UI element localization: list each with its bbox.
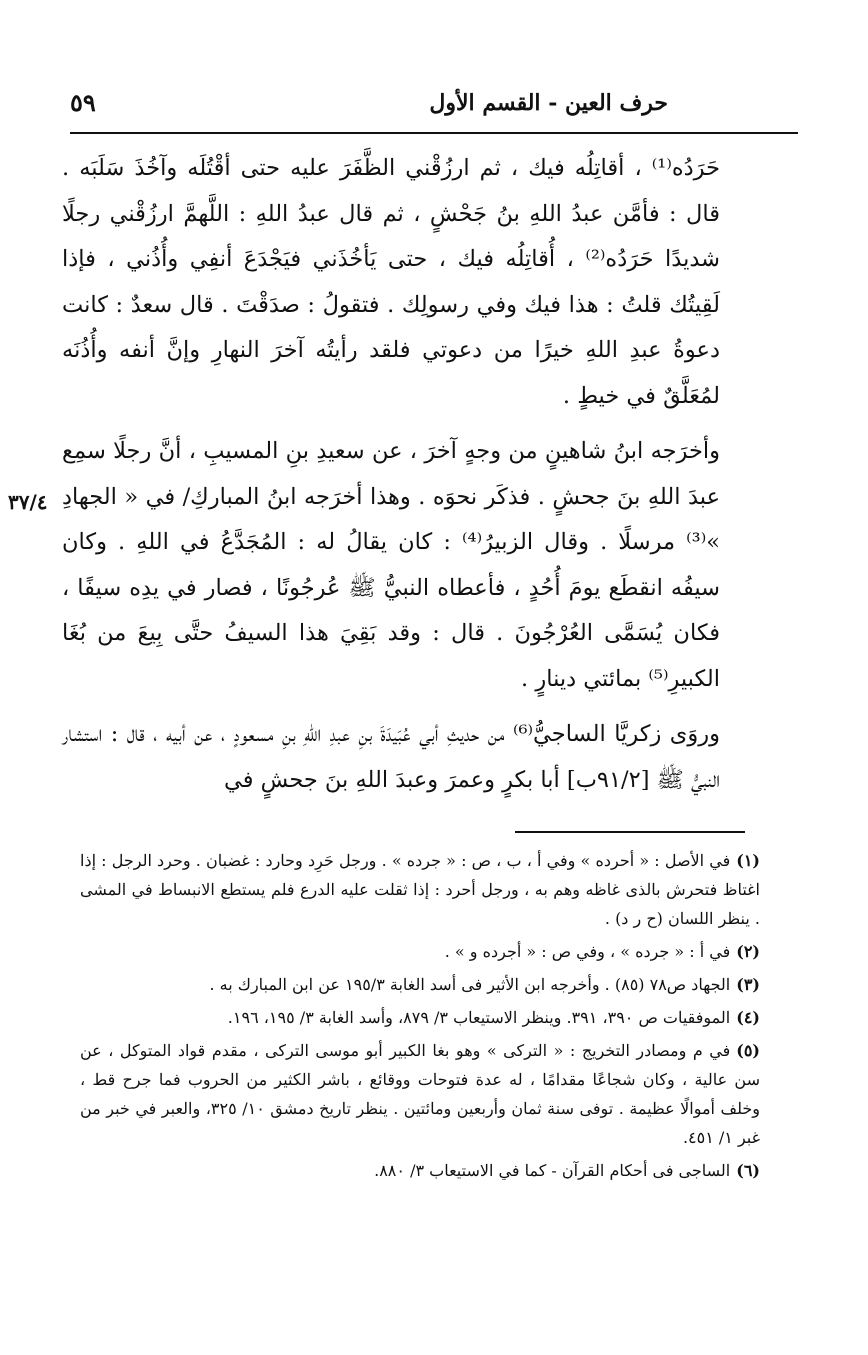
footnote-text: الجهاد ص٧٨ (٨٥) . وأخرجه ابن الأثير فى أسد الغابة ١٩٥/٣ عن ابن المبارك به . — [209, 975, 731, 994]
footnote-text: الساجى فى أحكام القرآن - كما في الاستيعاب ٣/ ٨٨٠. — [374, 1161, 731, 1180]
header-divider — [70, 132, 798, 134]
footnote-text: الموفقيات ص ٣٩٠، ٣٩١. وينظر الاستيعاب ٣/ ٨٧٩، وأسد الغابة ٣/ ١٩٥، ١٩٦. — [227, 1008, 731, 1027]
footnote-number: (٦) — [736, 1161, 760, 1180]
footnote-1 — [80, 846, 760, 933]
footnote-number: (٢) — [736, 942, 760, 961]
footnote-2 — [80, 937, 760, 966]
main-text — [62, 146, 720, 813]
footnote-5 — [80, 1036, 760, 1152]
footnote-3 — [80, 970, 760, 999]
footnote-text: في الأصل : « أحرده » وفي أ ، ب ، ص : « جرده » . ورجل حَرِد وحارد : غضبان . وحرد الرجل : إذا اغتاظ فتحرش بالذى غاظه وهم به ، ورجل أحرد : إذا ثقلت عليه الدرع فلم يستطع الانبساط في المشى . ينظر اللسان (ح ر د) . — [80, 851, 760, 928]
footnote-number: (٤) — [736, 1008, 760, 1027]
margin-reference: ٣٧/٤ — [8, 490, 48, 514]
paragraph-2: وأخرَجه ابنُ شاهينٍ من وجهٍ آخرَ ، عن سعيدِ بنِ المسيبِ ، أنَّ رجلًا سمِع عبدَ اللهِ بنَ جحشٍ . فذكَر نحوَه . وهذا أخرَجه ابنُ المباركِ/ في « الجهادِ »⁽³⁾ مرسلًا . وقال الزبيرُ⁽⁴⁾ : كان يقالُ له : المُجَدَّعُ في اللهِ . وكان سيفُه انقطَع يومَ أُحُدٍ ، فأعطاه النبيُّ ﷺ عُرجُونًا ، فصار في يدِه سيفًا ، فكان يُسَمَّى العُرْجُونَ . قال : وقد بَقِيَ هذا السيفُ حتَّى بِيعَ من بُغَا الكبيرِ⁽⁵⁾ بمائتي دينارٍ . — [62, 438, 720, 692]
footnote-divider — [515, 831, 745, 833]
footnote-text: في أ : « جرده » ، وفي ص : « أجرده و » . — [444, 942, 731, 961]
page-header — [70, 86, 798, 126]
footnotes — [80, 846, 760, 1189]
footnote-number: (٣) — [736, 975, 760, 994]
footnote-4 — [80, 1003, 760, 1032]
paragraph-1: حَرَدُه⁽¹⁾ ، أقاتِلُه فيك ، ثم ارزُقْني الظَّفَرَ عليه حتى أقْتُلَه وآخُذَ سَلَبَه . قال : فأمَّن عبدُ اللهِ بنُ جَحْشٍ ، ثم قال عبدُ اللهِ : اللَّهمَّ ارزُقْني رجلًا شديدًا حَرَدُه⁽²⁾ ، أُقاتِلُه فيك ، حتى يَأخُذَني فيَجْدَعَ أنفِي وأُذُني ، فإذا لَقِيتُك قلتُ : هذا فيك وفي رسولِك . فتقولُ : صدَقْتَ . قال سعدٌ : كانت دعوةُ عبدِ اللهِ خيرًا من دعوتي فلقد رأيتُه آخرَ النهارِ وإنَّ أنفه وأُذُنَه لمُعَلَّقٌ في خيطٍ . — [62, 155, 720, 409]
paragraph-3: وروَى زكريَّا الساجيُّ⁽⁶⁾ من حديثِ أبي عُبَيدَةَ بنِ عبدِ اللهِ بنِ مسعودٍ ، عن أبيه ، قال : استشار النبيُّ ﷺ [٩١/٢ب] أبا بكرٍ وعمرَ وعبدَ اللهِ بنَ جحشٍ في — [62, 721, 721, 793]
footnote-number: (٥) — [736, 1041, 760, 1060]
footnote-6 — [80, 1156, 760, 1185]
footnote-number: (١) — [736, 851, 760, 870]
footnote-text: في م ومصادر التخريج : « التركى » وهو بغا الكبير أبو موسى التركى ، مقدم قواد المتوكل ، عن سن عالية ، وكان شجاعًا مقدامًا ، له عدة فتوحات ووقائع ، باشر الكثير من الحروب فما جرح قط ، وخلف أموالًا عظيمة . توفى سنة ثمان وأربعين ومائتين . ينظر تاريخ دمشق ١٠/ ٣٢٥، والعبر في خبر من غبر ١/ ٤٥١. — [80, 1041, 761, 1147]
page-number: ٥٩ — [70, 88, 96, 117]
running-title: حرف العين - القسم الأول — [429, 90, 668, 116]
